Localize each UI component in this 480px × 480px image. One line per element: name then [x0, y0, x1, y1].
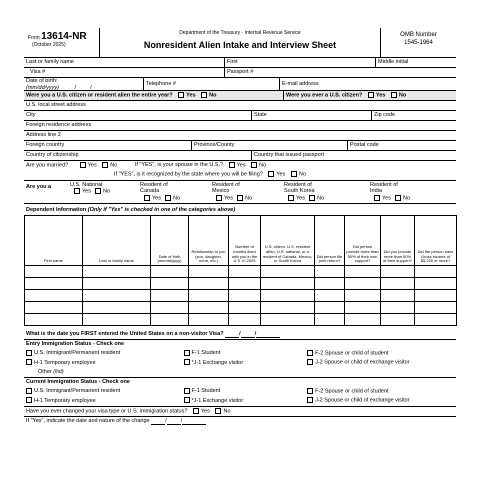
- form-title: Nonresident Alien Intake and Interview Sheet: [143, 40, 337, 50]
- current-h1-checkbox[interactable]: [26, 397, 32, 403]
- south-korea-no-checkbox[interactable]: [309, 195, 315, 201]
- changed-yes-checkbox[interactable]: [193, 408, 199, 414]
- residency-option-label2: South Korea: [284, 188, 315, 195]
- no-label: No: [110, 162, 118, 169]
- entry-status-row1: [24, 349, 456, 358]
- india-yes-checkbox[interactable]: [374, 195, 380, 201]
- citizen-question: [24, 91, 284, 100]
- residency-option-label: U.S. National: [70, 181, 103, 188]
- yes-label: Yes: [87, 162, 97, 169]
- citizenship-field[interactable]: Country of citizenship: [24, 151, 252, 160]
- mexico-yes-checkbox[interactable]: [216, 195, 222, 201]
- table-row[interactable]: [25, 313, 457, 325]
- table-row[interactable]: [25, 301, 457, 313]
- omb-block: [380, 28, 456, 57]
- first-name-field[interactable]: First: [225, 58, 376, 67]
- state-field[interactable]: State: [252, 111, 372, 120]
- yes-label: Yes: [382, 195, 391, 202]
- table-row[interactable]: [25, 289, 457, 301]
- married-question: Are you married?: [26, 162, 69, 169]
- entry-h1-checkbox[interactable]: [26, 359, 32, 365]
- no-label: No: [209, 92, 217, 99]
- foreign-address-field[interactable]: Foreign residence address: [24, 121, 456, 131]
- form-date: (October 2025): [32, 42, 66, 48]
- form-number-block: [24, 28, 100, 57]
- form-number: 13614-NR: [41, 31, 87, 42]
- no-label: No: [102, 188, 111, 195]
- married-no-checkbox[interactable]: [102, 162, 108, 168]
- married-row: [24, 161, 456, 170]
- option-label: F-1 Student: [191, 350, 221, 357]
- us-national-yes-checkbox[interactable]: [74, 188, 80, 194]
- dependents-heading: [24, 204, 456, 215]
- postal-code-field[interactable]: Postal code: [350, 142, 379, 148]
- canada-yes-checkbox[interactable]: [144, 195, 150, 201]
- zip-field[interactable]: Zip code: [374, 112, 396, 118]
- entry-month-input[interactable]: [225, 331, 239, 338]
- citizen-no-checkbox[interactable]: [201, 92, 207, 98]
- yes-label: Yes: [82, 188, 91, 195]
- no-label: No: [259, 162, 267, 169]
- married-yes-checkbox[interactable]: [80, 162, 86, 168]
- email-field[interactable]: E-mail address: [282, 81, 319, 87]
- changed-status-question: Have you ever changed your visa type or U.S. immigration status?: [26, 408, 188, 415]
- recognized-row: [24, 170, 456, 180]
- residency-option-label2: Mexico: [212, 188, 230, 195]
- no-label: No: [402, 195, 411, 202]
- citizen-row: [24, 91, 456, 101]
- contact-row: [24, 78, 456, 91]
- residency-option-label: Resident of: [370, 181, 398, 188]
- dependents-note: (Only if "Yes" is checked in one of the categories above): [87, 206, 236, 213]
- citizen-yes-checkbox[interactable]: [178, 92, 184, 98]
- foreign-country-row: [24, 141, 456, 151]
- ever-citizen-no-checkbox[interactable]: [391, 92, 397, 98]
- entry-j1-checkbox[interactable]: [184, 359, 190, 365]
- dependents-table: [24, 215, 457, 326]
- no-label: No: [316, 195, 325, 202]
- telephone-field[interactable]: Telephone #: [144, 78, 280, 90]
- foreign-country-field[interactable]: Foreign country: [24, 141, 192, 150]
- citizen-question-text: Were you a U.S. citizen or resident alien the entire year?: [26, 92, 173, 99]
- residency-option-label2: India: [370, 188, 382, 195]
- other-hint: (list): [53, 368, 64, 375]
- option-label: U.S. Immigrant/Permanent resident: [34, 388, 121, 395]
- ever-citizen-text: Were you ever a U.S. citizen?: [286, 92, 363, 99]
- option-label: J-2 Spouse or child of exchange visitor: [315, 397, 410, 404]
- yes-label: Yes: [276, 171, 286, 178]
- option-label: F-1 Student: [191, 388, 221, 395]
- no-label: No: [172, 195, 181, 202]
- option-label: H-1 Temporary employee: [34, 359, 96, 366]
- dependents-header-row: [25, 215, 457, 265]
- option-label: *J-1 Exchange visitor: [191, 397, 244, 404]
- recognized-no-checkbox[interactable]: [291, 171, 297, 177]
- visa-field[interactable]: Visa #: [24, 68, 225, 77]
- changed-no-checkbox[interactable]: [215, 408, 221, 414]
- entry-day-input[interactable]: [241, 331, 255, 338]
- col-relationship: Relationship to you (son, daughter, none, etc.): [189, 215, 229, 265]
- residency-option-us-national: [68, 181, 138, 203]
- ever-citizen-yes-checkbox[interactable]: [368, 92, 374, 98]
- residency-option-india: [368, 181, 456, 203]
- no-label: No: [398, 92, 407, 99]
- current-permanent-checkbox[interactable]: [26, 388, 32, 394]
- table-row[interactable]: [25, 277, 457, 289]
- entry-year-input[interactable]: [256, 331, 280, 338]
- change-year-input[interactable]: [182, 418, 206, 425]
- entry-j2-checkbox[interactable]: [307, 359, 313, 365]
- yes-label: Yes: [186, 92, 196, 99]
- option-label: F-2 Spouse or child of student: [315, 350, 389, 357]
- option-label: F-2 Spouse or child of student: [315, 388, 389, 395]
- col-your-support: Did you provide more than 50% of their support?: [381, 215, 415, 265]
- spouse-yes-checkbox[interactable]: [229, 162, 235, 168]
- yes-label: Yes: [224, 195, 233, 202]
- visa-row: [24, 68, 456, 78]
- dob-format: (mm/dd/yyyy): [26, 85, 59, 90]
- department-name: Department of the Treasury - Internal Revenue Service: [179, 30, 301, 36]
- dob-label: Date of birth:: [26, 78, 58, 84]
- change-month-input[interactable]: [151, 418, 165, 425]
- citizenship-row: [24, 151, 456, 161]
- middle-initial-field[interactable]: Middle initial: [378, 59, 409, 65]
- spouse-question: If "YES", is your spouse in the U.S.?: [134, 162, 224, 169]
- yes-label: Yes: [375, 92, 386, 99]
- changed-status-row: [24, 407, 456, 417]
- city-row: [24, 111, 456, 121]
- form-label: Form: [28, 35, 40, 41]
- entry-permanent-checkbox[interactable]: [26, 350, 32, 356]
- option-label: U.S. Immigrant/Permanent resident: [34, 350, 121, 357]
- current-status-row1: [24, 387, 456, 396]
- city-field[interactable]: City: [24, 111, 252, 120]
- residency-option-label2: Canada: [140, 188, 160, 195]
- current-status-title: Current Immigration Status - Check one: [26, 378, 130, 385]
- dob-field[interactable]: Date of birth: (mm/dd/yyyy) / /: [24, 78, 144, 90]
- no-label: No: [298, 171, 306, 178]
- address-line2-field[interactable]: Address line 2: [24, 131, 456, 141]
- last-name-field[interactable]: Last or family name: [24, 58, 225, 67]
- change-detail-label: If "Yes", indicate the date and nature of the change: [26, 418, 150, 425]
- current-f2-checkbox[interactable]: [307, 388, 313, 394]
- residency-option-label: Resident of: [140, 181, 168, 188]
- no-label: No: [223, 408, 231, 415]
- residency-option-label: Resident of: [212, 181, 240, 188]
- entry-f1-checkbox[interactable]: [184, 350, 190, 356]
- change-day-input[interactable]: [167, 418, 181, 425]
- dependents-title: Dependent Information: [26, 206, 87, 213]
- first-entry-row: What is the date you FIRST entered the United States on a non-visitor Visa? / /: [24, 326, 456, 340]
- south-korea-yes-checkbox[interactable]: [288, 195, 294, 201]
- option-label: *J-1 Exchange visitor: [191, 359, 244, 366]
- india-no-checkbox[interactable]: [395, 195, 401, 201]
- no-label: No: [244, 195, 253, 202]
- change-detail-row: If "Yes", indicate the date and nature of the change / /: [24, 417, 456, 426]
- col-last-name: Last or family name: [83, 215, 151, 265]
- spouse-no-checkbox[interactable]: [251, 162, 257, 168]
- col-joint-return: Did person file joint return?: [315, 215, 345, 265]
- residency-option-mexico: [210, 181, 282, 203]
- option-label: J-2 Spouse or child of exchange visitor: [315, 359, 410, 366]
- passport-field[interactable]: Passport #: [227, 69, 254, 75]
- passport-country-field[interactable]: Country that issued passport: [254, 152, 325, 158]
- col-own-support: Did person provide more than 50% of their own support?: [345, 215, 381, 265]
- province-field[interactable]: Province/County: [192, 141, 348, 150]
- recognized-yes-checkbox[interactable]: [268, 171, 274, 177]
- current-j2-checkbox[interactable]: [307, 397, 313, 403]
- residency-label: Are you a: [26, 183, 52, 190]
- first-entry-question: What is the date you FIRST entered the United States on a non-visitor Visa?: [26, 330, 224, 337]
- title-block: [100, 28, 380, 57]
- yes-label: Yes: [200, 408, 210, 415]
- yes-label: Yes: [296, 195, 305, 202]
- ever-citizen-question: [284, 91, 456, 100]
- other-label: Other: [38, 368, 52, 375]
- entry-status-title: Entry Immigration Status - Check one: [26, 340, 125, 347]
- col-first-name: First name: [25, 215, 83, 265]
- col-gross-income: Did the person have Gross income of $5,200 or more?: [415, 215, 457, 265]
- form-header: [24, 28, 456, 58]
- entry-f2-checkbox[interactable]: [307, 350, 313, 356]
- entry-status-row2: [24, 358, 456, 367]
- option-label: H-1 Temporary employee: [34, 397, 96, 404]
- col-dob: Date of birth (mm/dd/yyyy): [151, 215, 189, 265]
- residency-option-label: Resident of: [284, 181, 312, 188]
- col-months: Number of months lived with you in the U.S. in 2025: [229, 215, 261, 265]
- yes-label: Yes: [152, 195, 161, 202]
- us-address-field[interactable]: U.S. local street address: [24, 101, 456, 111]
- current-j1-checkbox[interactable]: [184, 397, 190, 403]
- us-national-no-checkbox[interactable]: [95, 188, 101, 194]
- col-citizen-status: U.S. citizen, U.S. resident alien, U.S. national, or a resident of Canada, Mexico, or South Korea: [261, 215, 315, 265]
- yes-label: Yes: [236, 162, 246, 169]
- omb-label: OMB Number: [400, 32, 437, 38]
- table-row[interactable]: [25, 265, 457, 277]
- omb-number: 1545-1964: [404, 40, 433, 46]
- name-row: [24, 58, 456, 68]
- current-status-row2: [24, 396, 456, 406]
- form-page: [24, 28, 456, 426]
- recognized-question: If "YES", is it recognized by the state where you will be filing?: [114, 171, 263, 178]
- canada-no-checkbox[interactable]: [165, 195, 171, 201]
- residency-option-south-korea: [282, 181, 368, 203]
- residency-section: [24, 181, 456, 204]
- entry-other-row: [24, 368, 456, 378]
- mexico-no-checkbox[interactable]: [237, 195, 243, 201]
- residency-option-canada: [138, 181, 210, 203]
- current-f1-checkbox[interactable]: [184, 388, 190, 394]
